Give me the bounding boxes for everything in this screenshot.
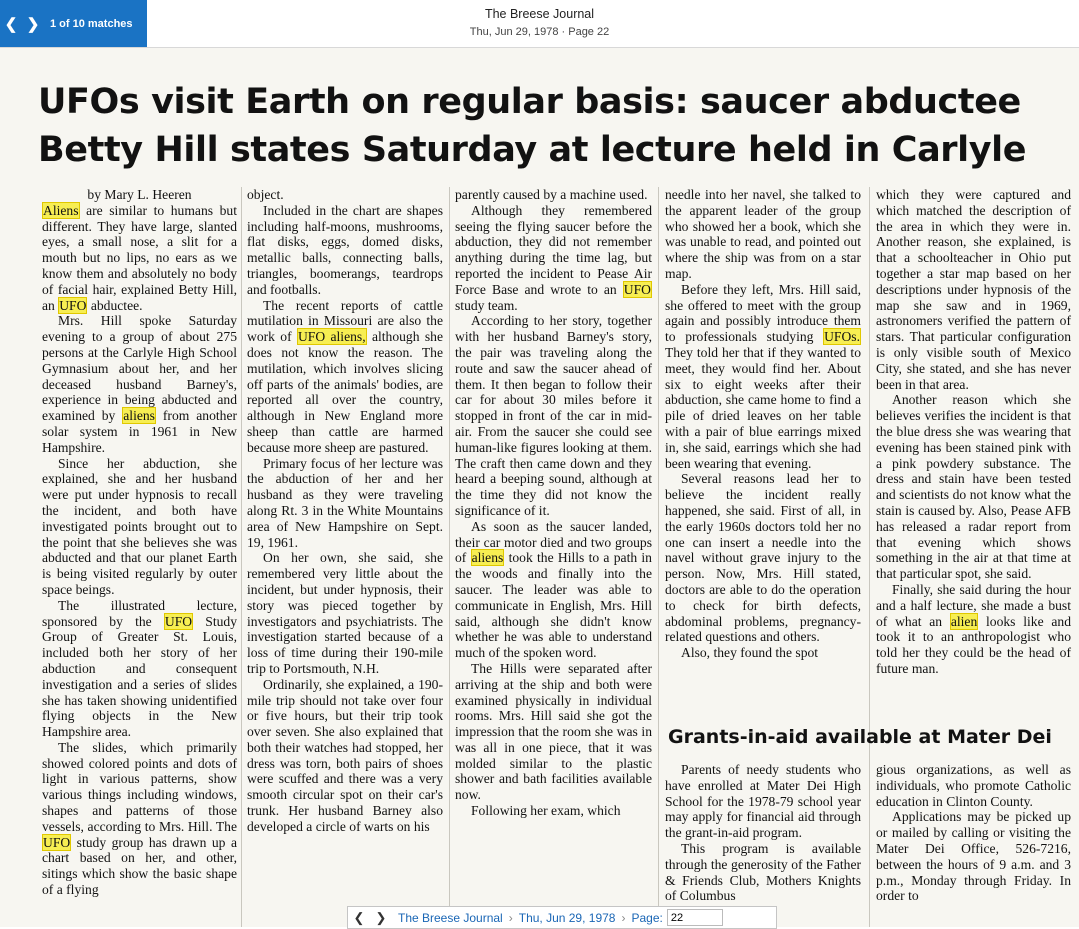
headline-line-1: UFOs visit Earth on regular basis: saucer abductee: [38, 82, 1021, 122]
article-paragraph: The slides, which primarily showed colored points and dots of light in various patterns, show various things including windows, shapes and patterns of those vessels, according to Mrs. Hill. The UFO study group has drawn up a chart based on her, and other, sitings which show the basic shape of a flying: [42, 739, 237, 898]
article-column-2: [247, 187, 443, 835]
article-paragraph: Finally, she said during the hour and a half lecture, she made a bust of what an alien looks like and took it to an anthropologist who told her they could be the head of future man.: [876, 581, 1071, 676]
article-paragraph: The recent reports of cattle mutilation in Missouri are also the work of UFO aliens, although she does not know the reason. The mutilation, which involves slicing off parts of the animals' bodies, are reported all over the country, although in New England more sheep than cattle are harmed because more sheep are pastured.: [247, 297, 443, 455]
search-highlight[interactable]: aliens: [471, 550, 504, 566]
article-headline: [38, 78, 1068, 174]
grants-column-1: [665, 762, 861, 904]
grants-column-2: [876, 762, 1071, 904]
article-paragraph: Primary focus of her lecture was the abduction of her and her husband as they were traveling along Rt. 3 in the White Mountains area of New Hampshire on Sept. 19, 1961.: [247, 455, 443, 550]
publication-date-page: Thu, Jun 29, 1978 · Page 22: [469, 26, 610, 38]
newspaper-page: [0, 48, 1079, 927]
article-paragraph: Mrs. Hill spoke Saturday evening to a group of about 275 persons at the Carlyle High School Gymnasium about her, and her deceased husband Barney's, experience in being abducted and examined by aliens from another solar system in 1961 in New Hampshire.: [42, 313, 237, 455]
breadcrumb-publication[interactable]: The Breese Journal: [398, 910, 503, 925]
article-paragraph: According to her story, together with her husband Barney's story, the pair was traveling along the route and saw the saucer ahead of them. It then began to follow their car for about 30 miles before it stopped in front of the car in mid-air. From the saucer she could see human-like figures looking at them. The craft then came down and they heard a beeping sound, although at the time they did not know the significance of it.: [455, 313, 652, 518]
chevron-left-icon: ❮: [4, 15, 18, 33]
search-highlight[interactable]: UFO: [59, 297, 87, 313]
article-column-4: [665, 187, 861, 661]
article-paragraph: Another reason which she believes verifies the incident is that the blue dress she was wearing that evening has been stained pink with a pink powdery substance. The dress and stain have been tested and scientists do not know what the stain is caused by. Also, Pease AFB has released a radar report from that evening which shows something in the air at that time at that particular spot, she said.: [876, 392, 1071, 582]
column-rule: [658, 187, 659, 927]
search-highlight[interactable]: Aliens: [43, 202, 79, 218]
article-paragraph: needle into her navel, she talked to the apparent leader of the group who showed her a book, which she was unable to read, and pointed out where the ship was from on a star map.: [665, 187, 861, 281]
breadcrumb-separator-icon: ›: [508, 910, 513, 925]
page-number-input[interactable]: [667, 909, 723, 926]
search-highlight[interactable]: alien: [950, 613, 978, 629]
article-paragraph: On her own, she said, she remembered very little about the incident, but under hypnosis, their story was pieced together by investigators and psychiatrists. The investigation started because of a loss of time during their 190-mile trip to Portsmouth, N.H.: [247, 550, 443, 676]
article-column-3: [455, 187, 652, 819]
bottom-breadcrumb-bar: [347, 906, 777, 929]
article-paragraph: Although they remembered seeing the flying saucer before the abduction, they did not remember anything during the time lag, but reported the incident to Pease Air Force Base and wrote to an UFO study team.: [455, 202, 652, 313]
article-paragraph: gious organizations, as well as individuals, who promote Catholic education in Clinton County.: [876, 762, 1071, 809]
article-paragraph: Ordinarily, she explained, a 190-mile trip should not take over four or five hours, but their trip took over seven. She also explained that both their watches had stopped, her dress was torn, both pairs of shoes were scuffed and there was a very smooth circular spot on their car's trunk. Her husband Barney also developed a circle of warts on his: [247, 676, 443, 834]
search-highlight[interactable]: UFO: [43, 834, 71, 850]
article-paragraph: This program is available through the generosity of the Father & Friends Club, Mothers Knights of Columbus: [665, 840, 861, 904]
match-count-label: 1 of 10 matches: [50, 17, 133, 30]
chevron-right-icon: ❯: [375, 909, 387, 925]
breadcrumb-separator-icon: ›: [621, 910, 626, 925]
chevron-right-icon: ❯: [26, 15, 40, 33]
article-paragraph: As soon as the saucer landed, their car motor died and two groups of aliens took the Hills to a path in the woods and finally into the saucer. The leader was able to communicate in English, Mrs. Hill said, although she didn't know whether he was able to understand much of the spoken word.: [455, 518, 652, 661]
search-highlight[interactable]: UFO: [623, 281, 651, 297]
grants-headline: Grants-in-aid available at Mater Dei: [668, 726, 1052, 748]
next-page-button[interactable]: [370, 910, 392, 926]
article-paragraph: Applications may be picked up or mailed by calling or visiting the Mater Dei Office, 526-7216, between the hours of 9 a.m. and 3 p.m., Monday through Friday. In order to: [876, 809, 1071, 904]
search-highlight[interactable]: UFO aliens,: [297, 329, 366, 345]
publication-title: The Breese Journal: [484, 7, 595, 21]
search-highlight[interactable]: UFOs.: [824, 329, 860, 345]
article-paragraph: object.: [247, 187, 284, 202]
article-paragraph: The Hills were separated after arriving at the ship and both were examined physically in individual rooms. Mrs. Hill said she got the impression that the room she was in was all in one piece, that it was molded similar to the plastic shower and bath facilities available now.: [455, 660, 652, 803]
article-paragraph: Also, they found the spot: [681, 645, 819, 661]
article-paragraph: The illustrated lecture, sponsored by the UFO Study Group of Greater St. Louis, included both her story of her abduction and consequent investigation and a series of slides she has taken showing unidentified flying objects in the New Hampshire area.: [42, 597, 237, 740]
viewer-top-bar: [0, 0, 1079, 48]
column-rule: [869, 187, 870, 927]
article-byline: by Mary L. Heeren: [87, 187, 192, 202]
article-paragraph: Since her abduction, she explained, she and her husband were put under hypnosis to recall the incident, and both have investigated points brought out to the point that she believes she was abducted and that our planet Earth is being visited regularly by outer space beings.: [42, 455, 237, 597]
article-column-5: [876, 187, 1071, 677]
page-label: Page:: [631, 910, 663, 925]
prev-page-button[interactable]: [348, 910, 370, 926]
chevron-left-icon: ❮: [353, 909, 365, 925]
article-paragraph: Several reasons lead her to believe the incident really happened, she said. First of all, in the early 1960s doctors told her no one can insert a needle into the navel without grave injury to the person. Now, Mrs. Hill stated, doctors are able to do the operation to check for birth defects, abdominal problems, pregnancy-related questions and others.: [665, 471, 861, 645]
article-paragraph: Parents of needy students who have enrolled at Mater Dei High School for the 1978-79 school year may apply for financial aid through the grant-in-aid program.: [665, 762, 861, 841]
column-rule: [449, 187, 450, 927]
article-paragraph: which they were captured and which matched the description of the area in which they were in. Another reason, she explained, is that a schoolteacher in Ohio put together a star map based on her descriptions under hypnosis of the map she saw and in 1969, astronomers verified the pattern of stars. That particular configuration is only visible south of Mexico City, she stated, and she has never been in that area.: [876, 187, 1071, 392]
search-highlight[interactable]: aliens: [123, 408, 155, 424]
column-rule: [241, 187, 242, 927]
article-paragraph: Following her exam, which: [471, 803, 621, 819]
article-paragraph: Aliens are similar to humans but different. They have large, slanted eyes, a small nose, a slit for a mouth but no lips, no ears as we know them and absolutely no body of facial hair, explained Betty Hill, an UFO abductee.: [42, 202, 237, 313]
article-paragraph: Before they left, Mrs. Hill said, she offered to meet with the group again and possibly introduce them to professionals studying UFOs. They told her that if they wanted to meet, they would find her. About six to eight weeks after their abduction, she came home to find a pile of dried leaves on her table with a pair of blue earrings mixed in, she said, earrings which she had been wearing that evening.: [665, 281, 861, 471]
article-paragraph: parently caused by a machine used.: [455, 187, 648, 202]
article-paragraph: Included in the chart are shapes including half-moons, mushrooms, flat disks, eggs, domed disks, metallic balls, connecting balls, triangles, boomerangs, teardrops and footballs.: [247, 202, 443, 297]
article-column-1: [42, 187, 237, 898]
search-highlight[interactable]: UFO: [164, 613, 193, 629]
breadcrumb-date[interactable]: Thu, Jun 29, 1978: [518, 910, 616, 925]
headline-line-2: Betty Hill states Saturday at lecture held in Carlyle: [38, 130, 1027, 170]
